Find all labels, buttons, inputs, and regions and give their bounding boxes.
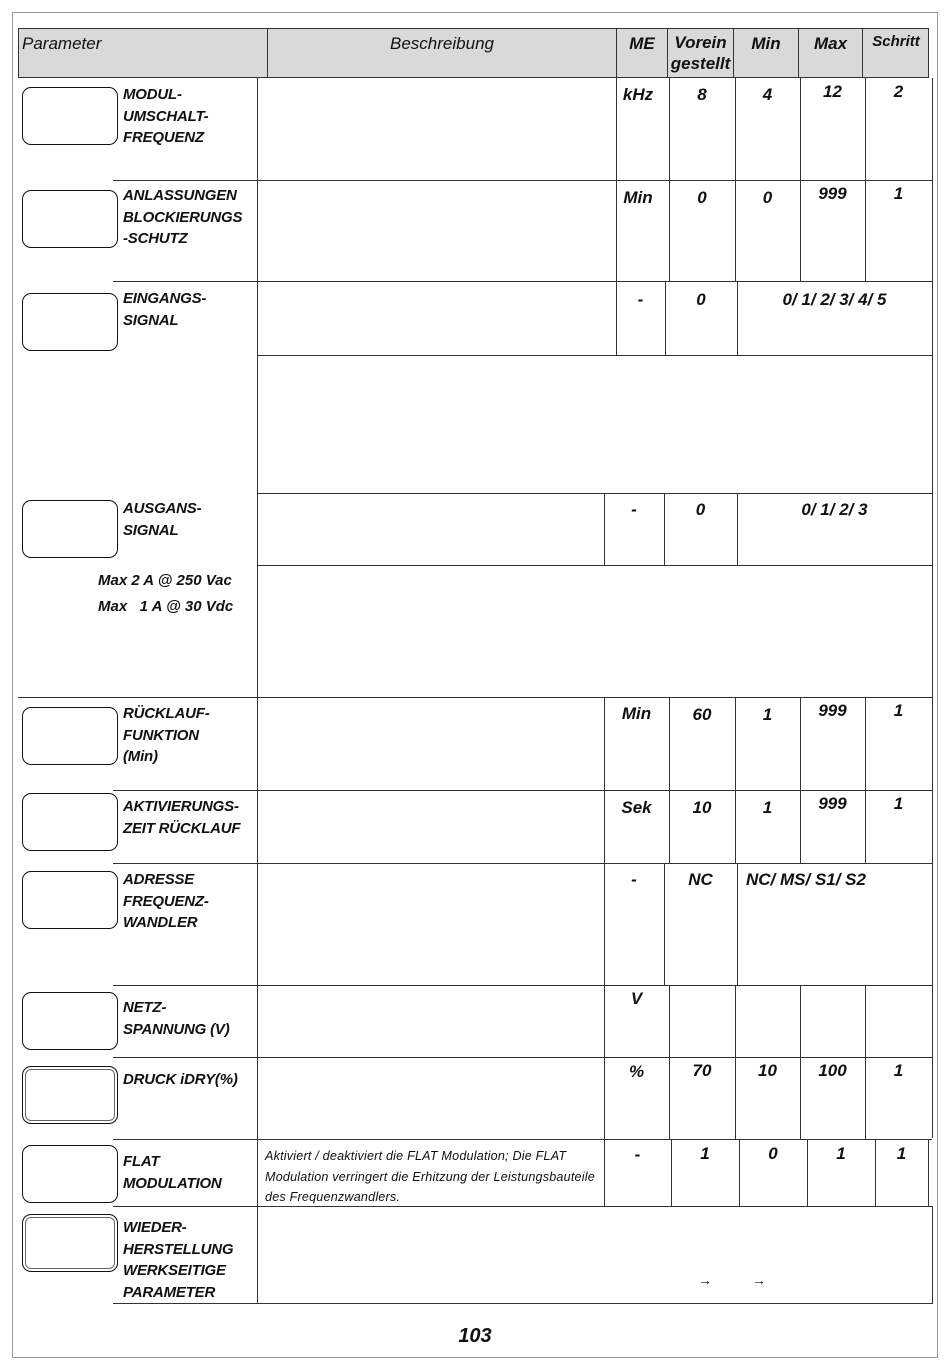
row10-min: 0: [768, 1144, 778, 1163]
header-schritt: Schritt: [862, 28, 929, 78]
output-note-line1: Max 2 A @ 250 Vac: [98, 572, 232, 589]
row5-default: 60: [692, 705, 712, 724]
row4-range: 0/ 1/ 2/ 3: [801, 500, 868, 519]
row2-me: Min: [623, 188, 653, 207]
header-voreingestellt: Vorein gestellt: [667, 28, 733, 78]
param-box-wiederherstellung[interactable]: [22, 1214, 118, 1272]
header-min: Min: [733, 28, 798, 78]
row7-default: NC: [688, 870, 713, 889]
row1-min: 4: [762, 85, 773, 104]
row4-me: -: [631, 500, 637, 519]
param-name-ausgang: AUSGANS- SIGNAL: [123, 500, 202, 539]
row5-me: Min: [621, 704, 652, 723]
param-name-ruecklauf: RÜCKLAUF- FUNKTION (Min): [123, 705, 210, 765]
row10-me: -: [634, 1145, 641, 1164]
page-number: 103: [458, 1325, 492, 1347]
output-note-line2: Max 1 A @ 30 Vdc: [98, 598, 234, 615]
row7-range: NC/ MS/ S1/ S2: [746, 870, 866, 889]
param-name-adresse: ADRESSE FREQUENZ- WANDLER: [123, 871, 209, 931]
arrow-icon: →: [752, 1272, 766, 1288]
row3-me: -: [637, 290, 644, 309]
header-me: ME: [616, 28, 667, 78]
row3-range: 0/ 1/ 2/ 3/ 4/ 5: [782, 290, 887, 309]
row1-default: 8: [697, 85, 707, 104]
param-box-modul[interactable]: [22, 87, 118, 145]
row2-default: 0: [697, 188, 707, 207]
row2-min: 0: [762, 188, 773, 207]
row4-default: 0: [695, 500, 706, 519]
row9-max: 100: [818, 1061, 847, 1080]
param-box-eingang[interactable]: [22, 293, 118, 351]
row10-description: Aktiviert / deaktiviert die FLAT Modulation; Die FLAT Modulation verringert die Erhitzung der Leistungsbauteile des Frequenzwandlers.: [265, 1149, 595, 1204]
row1-step: 2: [893, 82, 904, 101]
row10-step: 1: [896, 1144, 907, 1163]
row2-max: 999: [818, 184, 847, 203]
row1-me: kHz: [622, 85, 654, 104]
row9-default: 70: [692, 1061, 712, 1080]
row10-default: 1: [700, 1144, 710, 1163]
header-beschreibung: Beschreibung: [267, 28, 616, 78]
row6-me: Sek: [621, 798, 652, 817]
row9-min: 10: [758, 1061, 777, 1080]
param-name-flat: FLAT MODULATION: [123, 1153, 222, 1192]
header-parameter: Parameter: [22, 34, 102, 53]
row1-max: 12: [823, 82, 842, 101]
param-name-aktivierung: AKTIVIERUNGS- ZEIT RÜCKLAUF: [123, 798, 241, 837]
row6-min: 1: [762, 798, 773, 817]
param-box-adresse[interactable]: [22, 871, 118, 929]
header-max: Max: [798, 28, 862, 78]
row3-default: 0: [696, 290, 706, 309]
param-name-druck: DRUCK iDRY(%): [123, 1071, 238, 1088]
param-box-netz[interactable]: [22, 992, 118, 1050]
param-box-druck[interactable]: [22, 1066, 118, 1124]
param-box-anlassungen[interactable]: [22, 190, 118, 248]
row9-me: %: [628, 1062, 645, 1081]
param-box-flat[interactable]: [22, 1145, 118, 1203]
row8-me: V: [630, 989, 643, 1008]
param-box-ruecklauf[interactable]: [22, 707, 118, 765]
row2-step: 1: [893, 184, 904, 203]
param-name-netz: NETZ- SPANNUNG (V): [123, 999, 230, 1038]
row6-default: 10: [692, 798, 712, 817]
param-box-ausgang[interactable]: [22, 500, 118, 558]
row5-step: 1: [893, 701, 904, 720]
row6-step: 1: [893, 794, 904, 813]
row6-max: 999: [818, 794, 847, 813]
param-box-aktivierung[interactable]: [22, 793, 118, 851]
row7-me: -: [631, 870, 637, 889]
row5-min: 1: [762, 705, 773, 724]
row9-step: 1: [893, 1061, 904, 1080]
row10-max: 1: [836, 1144, 846, 1163]
param-name-wiederherstellung: WIEDER- HERSTELLUNG WERKSEITIGE PARAMETER: [123, 1219, 234, 1301]
param-name-eingang: EINGANGS- SIGNAL: [123, 290, 207, 329]
param-name-anlassungen: ANLASSUNGEN BLOCKIERUNGS -SCHUTZ: [123, 187, 243, 247]
row5-max: 999: [818, 701, 847, 720]
param-name-modul: MODUL- UMSCHALT- FREQUENZ: [123, 86, 209, 146]
arrow-icon: →: [698, 1272, 712, 1288]
